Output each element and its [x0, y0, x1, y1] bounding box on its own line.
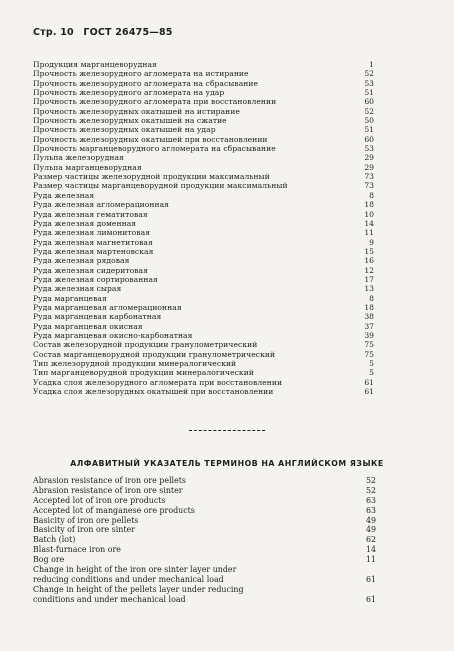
index-page-number: 49	[365, 515, 376, 525]
index-term: Accepted lot of iron ore products	[33, 495, 166, 505]
index-entry	[33, 88, 374, 97]
section-divider	[189, 430, 265, 431]
index-page-number: 50	[364, 116, 374, 126]
index-entry	[33, 69, 374, 78]
index-page-number: 13	[364, 284, 374, 294]
index-term: Руда марганцевая карбонатная	[33, 312, 162, 322]
index-entry	[33, 275, 374, 284]
index-entry	[33, 525, 376, 535]
index-page-number: 52	[365, 485, 376, 495]
index-page-number: 12	[364, 265, 374, 275]
index-page-number: 61	[364, 377, 374, 387]
index-term: Продукция марганцеворудная	[33, 60, 157, 69]
index-term: Руда железная магнетитовая	[33, 237, 153, 247]
index-page-number: 52	[364, 69, 374, 79]
index-page-number: 60	[364, 97, 374, 107]
index-page-number: 11	[365, 555, 376, 565]
index-page-number: 8	[369, 293, 374, 303]
index-page-number: 75	[364, 349, 374, 359]
index-page-number: 8	[369, 190, 374, 200]
index-page-number: 62	[365, 535, 376, 545]
index-page-number: 51	[364, 88, 374, 98]
index-term: Руда марганцевая агломерационная	[33, 302, 182, 312]
index-entry	[33, 256, 374, 265]
index-page-number: 52	[365, 476, 376, 485]
index-term: Abrasion resistance of iron ore pellets	[33, 476, 186, 485]
index-entry	[33, 359, 374, 368]
index-entry	[33, 387, 374, 396]
index-entry	[33, 153, 374, 162]
index-page-number: 52	[364, 106, 374, 116]
index-page-number: 61	[365, 574, 376, 584]
index-entry	[33, 476, 376, 486]
index-term: Batch (lot)	[33, 535, 76, 545]
index-entry	[33, 516, 376, 526]
index-entry	[33, 565, 376, 575]
index-term: Руда железная	[33, 190, 95, 200]
index-term: Прочность железорудных окатышей на сжатие	[33, 116, 227, 126]
index-page-number: 39	[364, 330, 374, 340]
index-term: Пульпа марганцеворудная	[33, 162, 142, 172]
index-entry	[33, 284, 374, 293]
index-term: Руда железная агломерационная	[33, 200, 170, 210]
index-term: Прочность железорудных окатышей при восстановлении	[33, 134, 268, 144]
index-term: Basicity of iron ore pellets	[33, 515, 139, 525]
index-page-number: 1	[369, 60, 374, 69]
index-entry	[33, 238, 374, 247]
index-entry	[33, 303, 374, 312]
index-term: Размер частицы железорудной продукции максимальный	[33, 172, 270, 182]
page-number-label: Стр. 10	[33, 27, 74, 38]
index-term: Руда железная сортированная	[33, 274, 158, 284]
index-term: Руда железная гематитовая	[33, 209, 148, 219]
index-page-number: 18	[364, 200, 374, 210]
index-page-number: 29	[364, 162, 374, 172]
index-entry	[33, 350, 374, 359]
index-entry	[33, 575, 376, 585]
index-term: Прочность марганцеворудного агломерата на сбрасывание	[33, 144, 276, 154]
index-term: Усадка слоя железорудных окатышей при восстановлении	[33, 387, 274, 397]
index-term: Размер частицы марганцеворудной продукции максимальный	[33, 181, 288, 191]
index-term: Усадка слоя железорудного агломерата при восстановлении	[33, 377, 283, 387]
index-entry	[33, 247, 374, 256]
index-entry	[33, 312, 374, 321]
index-page-number: 38	[364, 312, 374, 322]
index-term: Прочность железорудного агломерата на удар	[33, 88, 225, 98]
index-term: Руда железная мартеновская	[33, 246, 154, 256]
index-page-number: 60	[364, 134, 374, 144]
index-page-number: 5	[369, 368, 374, 378]
index-entry	[33, 378, 374, 387]
index-page-number: 75	[364, 340, 374, 350]
index-page-number: 15	[364, 246, 374, 256]
index-page-number: 53	[364, 144, 374, 154]
index-page-number: 63	[365, 495, 376, 505]
index-term: Руда марганцевая окисная	[33, 321, 143, 331]
index-term: Прочность железорудного агломерата на сбрасывание	[33, 78, 259, 88]
index-entry	[33, 125, 374, 134]
index-entry	[33, 172, 374, 181]
index-entry	[33, 486, 376, 496]
index-entry	[33, 368, 374, 377]
index-page-number: 16	[364, 256, 374, 266]
index-page-number: 49	[365, 525, 376, 535]
index-term: Change in height of the iron ore sinter layer under	[33, 565, 237, 575]
index-term: reducing conditions and under mechanical load	[33, 574, 224, 584]
russian-term-index	[33, 60, 374, 396]
index-term: Руда марганцевая окисно-карбонатная	[33, 330, 193, 340]
index-term: Basicity of iron ore sinter	[33, 525, 135, 535]
index-entry	[33, 496, 376, 506]
index-entry	[33, 595, 376, 605]
index-page-number: 73	[364, 172, 374, 182]
english-index-heading: АЛФАВИТНЫЙ УКАЗАТЕЛЬ ТЕРМИНОВ НА АНГЛИЙСКОМ ЯЗЫКЕ	[70, 459, 384, 468]
index-page-number: 53	[364, 78, 374, 88]
index-page-number: 9	[369, 237, 374, 247]
index-page-number: 29	[364, 153, 374, 163]
index-page-number: 73	[364, 181, 374, 191]
index-term: Прочность железорудного агломерата на истирание	[33, 69, 249, 79]
index-term: Прочность железорудных окатышей на удар	[33, 125, 216, 135]
index-entry	[33, 163, 374, 172]
index-page-number: 18	[364, 302, 374, 312]
index-term: Руда железная лимонитовая	[33, 228, 151, 238]
index-entry	[33, 60, 374, 69]
index-page-number: 51	[364, 125, 374, 135]
index-entry	[33, 555, 376, 565]
index-entry	[33, 535, 376, 545]
index-entry	[33, 294, 374, 303]
index-term: Прочность железорудных окатышей на истирание	[33, 106, 240, 116]
index-term: Blast-furnace iron ore	[33, 545, 121, 555]
index-term: Прочность железорудного агломерата при восстановлении	[33, 97, 277, 107]
index-entry	[33, 506, 376, 516]
index-entry	[33, 79, 374, 88]
index-term: Руда железная рядовая	[33, 256, 130, 266]
index-term: Руда железная доменная	[33, 218, 137, 228]
index-entry	[33, 266, 374, 275]
index-term: conditions and under mechanical load	[33, 594, 186, 604]
index-entry	[33, 210, 374, 219]
index-term: Abrasion resistance of iron ore sinter	[33, 485, 183, 495]
index-term: Bog ore	[33, 555, 65, 565]
index-entry	[33, 135, 374, 144]
index-entry	[33, 144, 374, 153]
index-entry	[33, 97, 374, 106]
index-term: Пульпа железорудная	[33, 153, 124, 163]
index-entry	[33, 200, 374, 209]
index-term: Руда марганцевая	[33, 293, 107, 303]
index-page-number: 63	[365, 505, 376, 515]
index-term: Состав железорудной продукции гранулометрический	[33, 340, 258, 350]
index-page-number: 11	[364, 228, 374, 238]
index-term: Состав марганцеворудной продукции гранулометрический	[33, 349, 276, 359]
index-entry	[33, 340, 374, 349]
index-page-number: 14	[365, 545, 376, 555]
index-page-number: 61	[365, 594, 376, 604]
index-term: Тип железорудной продукции минералогический	[33, 359, 237, 368]
standard-code: ГОСТ 26475—85	[83, 27, 173, 38]
index-entry	[33, 191, 374, 200]
index-entry	[33, 181, 374, 190]
index-entry	[33, 116, 374, 125]
index-page-number: 17	[364, 274, 374, 284]
index-entry	[33, 331, 374, 340]
page-header	[33, 27, 179, 38]
index-term: Руда железная сырая	[33, 284, 122, 294]
index-page-number: 61	[364, 387, 374, 397]
index-entry	[33, 228, 374, 237]
index-term: Руда железная сидеритовая	[33, 265, 148, 275]
index-page-number: 37	[364, 321, 374, 331]
index-entry	[33, 545, 376, 555]
index-page-number: 10	[364, 209, 374, 219]
index-term: Change in height of the pellets layer under reducing	[33, 584, 244, 594]
index-term: Accepted lot of manganese ore products	[33, 505, 195, 515]
index-page-number: 14	[364, 218, 374, 228]
index-term: Тип марганцеворудной продукции минералогический	[33, 368, 254, 378]
index-entry	[33, 219, 374, 228]
index-entry	[33, 322, 374, 331]
english-term-index	[33, 476, 376, 605]
index-entry	[33, 585, 376, 595]
index-page-number: 5	[369, 359, 374, 368]
index-entry	[33, 107, 374, 116]
